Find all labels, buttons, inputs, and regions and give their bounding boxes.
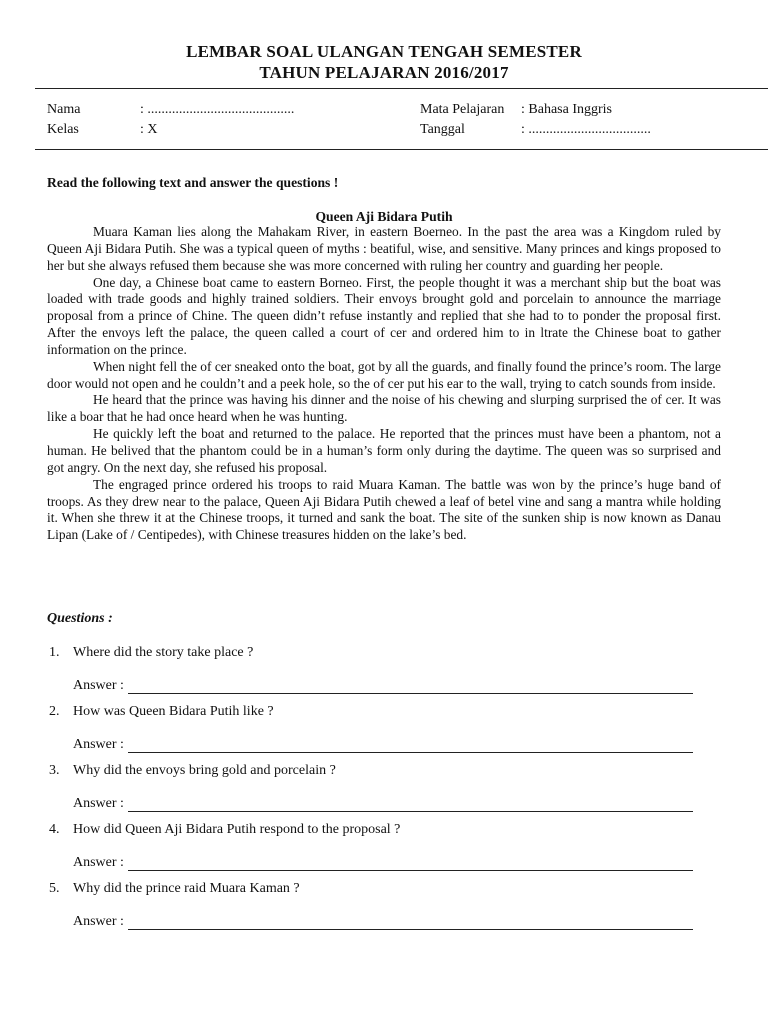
question-number: 1. bbox=[49, 645, 60, 660]
page-title: LEMBAR SOAL ULANGAN TENGAH SEMESTER bbox=[186, 42, 582, 61]
question-number: 4. bbox=[49, 822, 60, 837]
answer-line[interactable] bbox=[128, 740, 693, 753]
question-number: 3. bbox=[49, 763, 60, 778]
question-number: 2. bbox=[49, 704, 60, 719]
nama-label: Nama bbox=[47, 102, 81, 117]
question-text: Why did the prince raid Muara Kaman ? bbox=[73, 881, 300, 896]
question-text: How was Queen Bidara Putih like ? bbox=[73, 704, 274, 719]
answer-label: Answer : bbox=[73, 914, 124, 929]
story-text bbox=[47, 224, 721, 544]
question-item bbox=[49, 763, 336, 779]
answer-row bbox=[73, 678, 693, 694]
answer-row bbox=[73, 796, 693, 812]
story-paragraph: One day, a Chinese boat came to eastern Borneo. First, the people thought it was a merchant ship but the boat was loaded with trade goods and highly trained soldiers. Their envoys brought gold and porcelain to announce the marriage proposal from a prince of Chine. The queen didn’t refuse instantly and replied that she had to to ponder the proposal first. After the envoys left the palace, the queen called a court of cer and ordered him to in ltrate the Chinese boat to gather information on the prince. bbox=[47, 274, 721, 357]
nama-field[interactable]: : .......................................... bbox=[140, 102, 295, 117]
question-text: How did Queen Aji Bidara Putih respond to the proposal ? bbox=[73, 822, 401, 837]
question-text: Where did the story take place ? bbox=[73, 645, 254, 660]
mapel-value: : Bahasa Inggris bbox=[521, 102, 612, 117]
answer-line[interactable] bbox=[128, 917, 693, 930]
question-item bbox=[49, 822, 400, 838]
question-item bbox=[49, 881, 300, 897]
answer-label: Answer : bbox=[73, 737, 124, 752]
story-paragraph: Muara Kaman lies along the Mahakam River, in eastern Boerneo. In the past the area was a Kingdom ruled by Queen Aji Bidara Putih. She was a typical queen of myths : beatiful, wise, and sensitive. Many princes and kings proposed to her but she always refused them because she was more concerned with ruling her country and guarding her people. bbox=[47, 224, 721, 273]
instruction-text: Read the following text and answer the questions ! bbox=[47, 175, 339, 190]
tanggal-field[interactable]: : ................................... bbox=[521, 122, 651, 137]
header-divider-top bbox=[35, 88, 768, 89]
answer-row bbox=[73, 737, 693, 753]
questions-heading: Questions : bbox=[47, 611, 113, 626]
question-item bbox=[49, 704, 274, 720]
answer-line[interactable] bbox=[128, 681, 693, 694]
mapel-label: Mata Pelajaran bbox=[420, 102, 505, 117]
answer-line[interactable] bbox=[128, 799, 693, 812]
header-divider-bottom bbox=[35, 149, 768, 150]
kelas-label: Kelas bbox=[47, 122, 79, 137]
answer-label: Answer : bbox=[73, 678, 124, 693]
answer-row bbox=[73, 914, 693, 930]
page-subtitle: TAHUN PELAJARAN 2016/2017 bbox=[259, 63, 509, 82]
answer-line[interactable] bbox=[128, 858, 693, 871]
answer-row bbox=[73, 855, 693, 871]
kelas-value: : X bbox=[140, 122, 158, 137]
answer-label: Answer : bbox=[73, 796, 124, 811]
story-title: Queen Aji Bidara Putih bbox=[315, 209, 453, 224]
question-item bbox=[49, 645, 253, 661]
question-number: 5. bbox=[49, 881, 60, 896]
question-text: Why did the envoys bring gold and porcelain ? bbox=[73, 763, 336, 778]
story-paragraph: When night fell the of cer sneaked onto the boat, got by all the guards, and finally found the prince’s room. The large door would not open and he couldn’t and a peek hole, so the of cer put his ear to the wall, trying to catch sounds from inside. bbox=[47, 358, 721, 391]
tanggal-label: Tanggal bbox=[420, 122, 465, 137]
story-paragraph: He heard that the prince was having his dinner and the noise of his chewing and slurping surprised the of cer. It was like a boar that he had once heard when he was hunting. bbox=[47, 392, 721, 425]
story-paragraph: He quickly left the boat and returned to the palace. He reported that the princes must have been a phantom, not a human. He belived that the phantom could be in a human’s form only during the daytime. The queen was so surprised and got angry. On the next day, she refused his proposal. bbox=[47, 426, 721, 475]
answer-label: Answer : bbox=[73, 855, 124, 870]
story-paragraph: The engraged prince ordered his troops to raid Muara Kaman. The battle was won by the prince’s huge band of troops. As they drew near to the palace, Queen Aji Bidara Putih chewed a leaf of betel vine and sang a mantra while holding it. When she threw it at the Chinese troops, it turned and sank the boat. The site of the sunken ship is now known as Danau Lipan (Lake of / Centipedes), with Chinese treasures hidden on the lake’s bed. bbox=[47, 476, 721, 543]
